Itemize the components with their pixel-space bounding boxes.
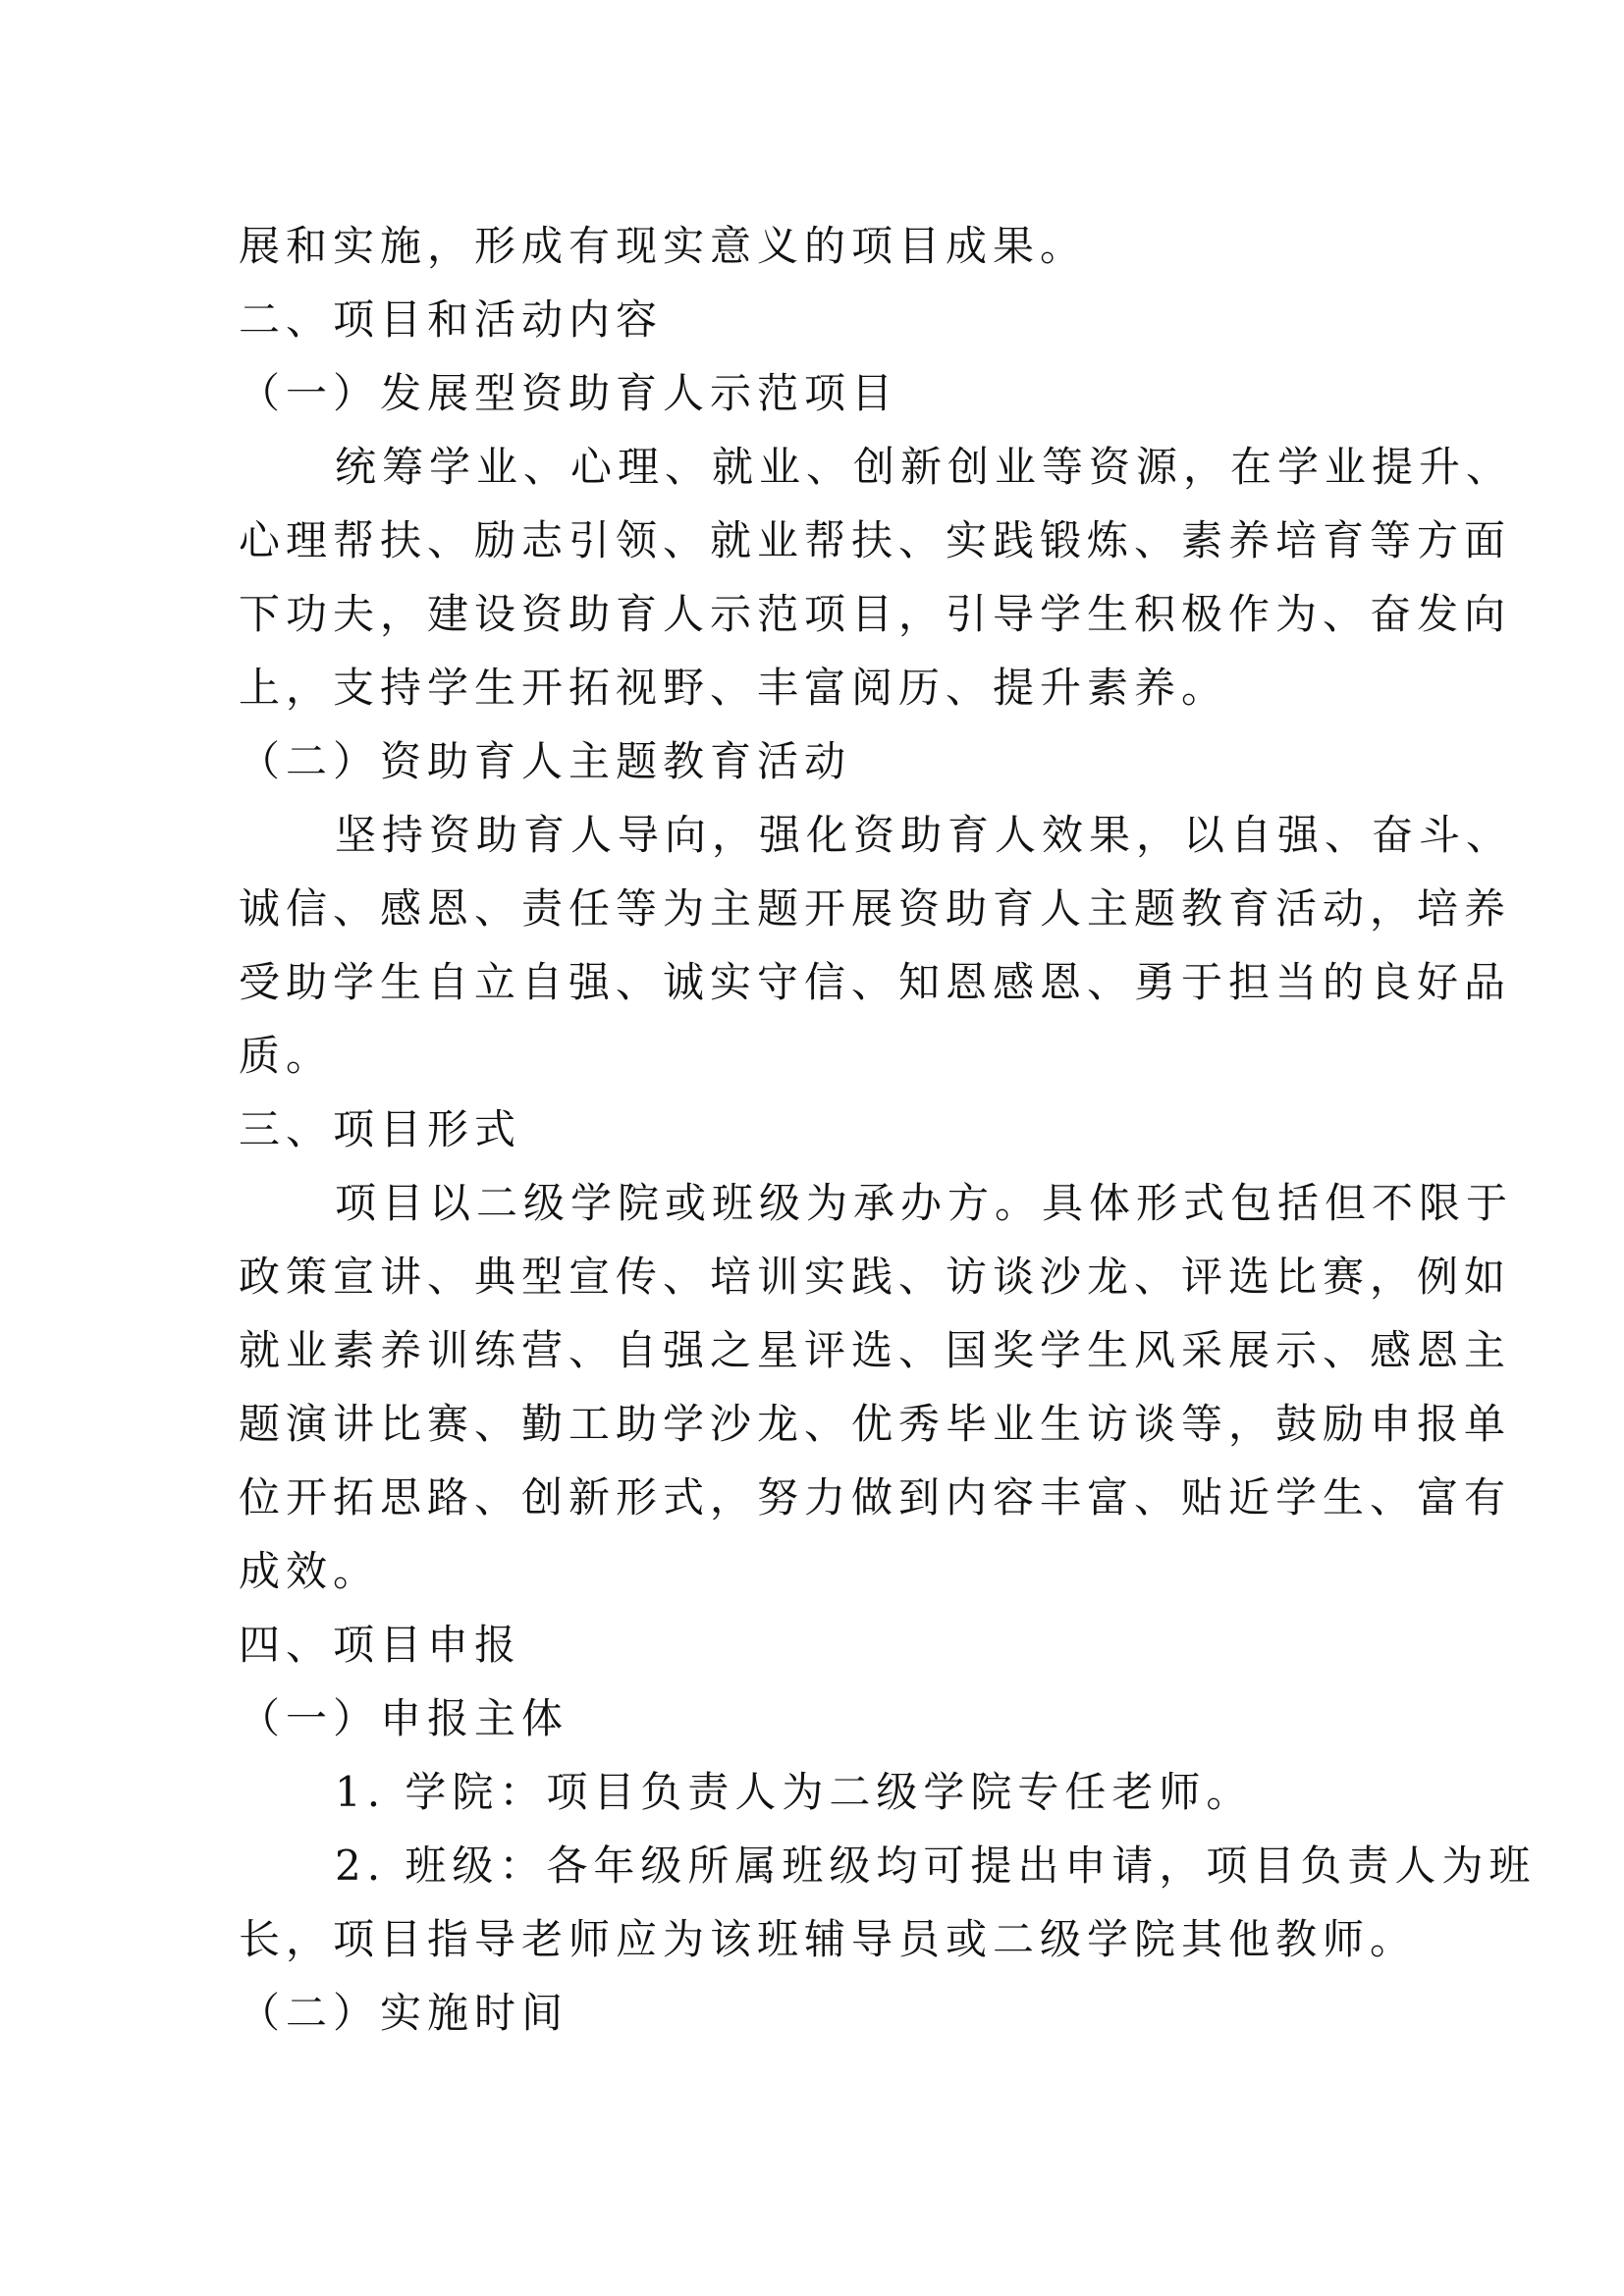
document-page — [239, 209, 1537, 2050]
paragraph-line: 项目以二级学院或班级为承办方。具体形式包括但不限于 — [335, 1179, 1514, 1227]
paragraph-line: 心理帮扶、励志引领、就业帮扶、实践锻炼、素养培育等方面 — [239, 516, 1512, 564]
section-heading-4: 四、项目申报 — [239, 1621, 522, 1669]
paragraph-line: 诚信、感恩、责任等为主题开展资助育人主题教育活动，培养 — [239, 884, 1512, 933]
paragraph-line: 就业素养训练营、自强之星评选、国奖学生风采展示、感恩主 — [239, 1326, 1512, 1374]
list-item-2: 2. 班级：各年级所属班级均可提出申请，项目负责人为班 — [335, 1842, 1537, 1890]
paragraph-line: 展和实施，形成有现实意义的项目成果。 — [239, 222, 1088, 270]
paragraph-line: 统筹学业、心理、就业、创新创业等资源，在学业提升、 — [335, 443, 1514, 491]
subsection-heading-2-2: （二）资助育人主题教育活动 — [239, 737, 852, 785]
paragraph-line: 成效。 — [239, 1547, 381, 1595]
subsection-heading-4-1: （一）申报主体 — [239, 1694, 569, 1742]
paragraph-line: 政策宣讲、典型宣传、培训实践、访谈沙龙、评选比赛，例如 — [239, 1253, 1512, 1301]
section-heading-3: 三、项目形式 — [239, 1105, 522, 1153]
paragraph-line: 题演讲比赛、勤工助学沙龙、优秀毕业生访谈等，鼓励申报单 — [239, 1400, 1512, 1448]
subsection-heading-2-1: （一）发展型资助育人示范项目 — [239, 369, 899, 417]
paragraph-line: 受助学生自立自强、诚实守信、知恩感恩、勇于担当的良好品 — [239, 958, 1512, 1006]
paragraph-line: 下功夫，建设资助育人示范项目，引导学生积极作为、奋发向 — [239, 590, 1512, 638]
paragraph-line: 长，项目指导老师应为该班辅导员或二级学院其他教师。 — [239, 1915, 1418, 1963]
list-item-1: 1. 学院：项目负责人为二级学院专任老师。 — [335, 1768, 1254, 1816]
section-heading-2: 二、项目和活动内容 — [239, 295, 664, 344]
paragraph-line: 质。 — [239, 1032, 334, 1080]
paragraph-line: 上，支持学生开拓视野、丰富阅历、提升素养。 — [239, 664, 1229, 712]
paragraph-line: 坚持资助育人导向，强化资助育人效果，以自强、奋斗、 — [335, 811, 1514, 859]
subsection-heading-4-2: （二）实施时间 — [239, 1989, 569, 2037]
paragraph-line: 位开拓思路、创新形式，努力做到内容丰富、贴近学生、富有 — [239, 1473, 1512, 1522]
